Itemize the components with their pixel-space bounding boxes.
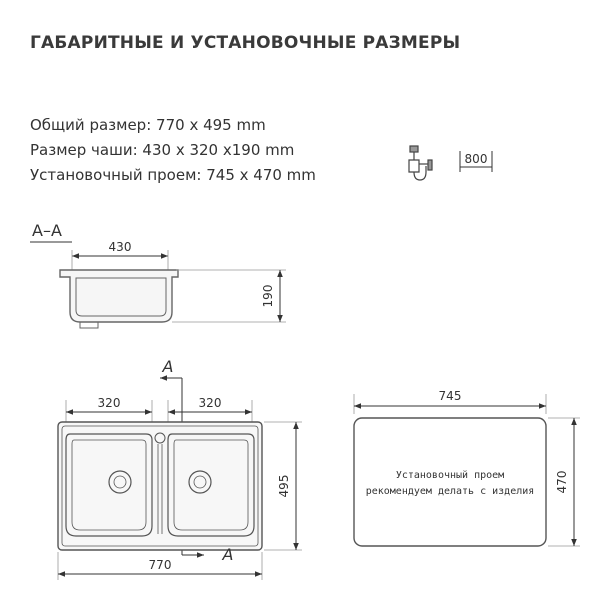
bowl-left-width-label: 320 [97,396,121,410]
section-view [60,250,286,328]
cutout-height-label: 470 [555,470,569,494]
spec-label: Установочный проем: [30,166,202,184]
spec-value: 745 x 470 mm [206,166,316,184]
cutout-width-label: 745 [438,389,462,403]
siphon-label: 800 [464,152,488,166]
spec-value: 770 x 495 mm [156,116,266,134]
total-width-label: 770 [148,558,172,572]
cut-label-top: А [162,357,174,376]
section-width-label: 430 [108,240,132,254]
cutout-note-line1: Установочный проем [395,470,505,481]
total-height-label: 495 [277,474,291,498]
section-label: А–А [32,221,62,240]
bowl-right-width-label: 320 [198,396,222,410]
page-title: ГАБАРИТНЫЕ И УСТАНОВОЧНЫЕ РАЗМЕРЫ [30,33,461,53]
spec-value: 430 x 320 x190 mm [142,141,295,159]
spec-label: Размер чаши: [30,141,138,159]
cut-label-bottom: А [222,545,234,564]
siphon-dimension [460,151,492,172]
section-depth-label: 190 [261,284,275,308]
siphon-icon [409,146,432,180]
cutout-note-line2: рекомендуем делать с изделия [365,486,535,497]
sink-top-view [58,378,302,580]
spec-label: Общий размер: [30,116,152,134]
